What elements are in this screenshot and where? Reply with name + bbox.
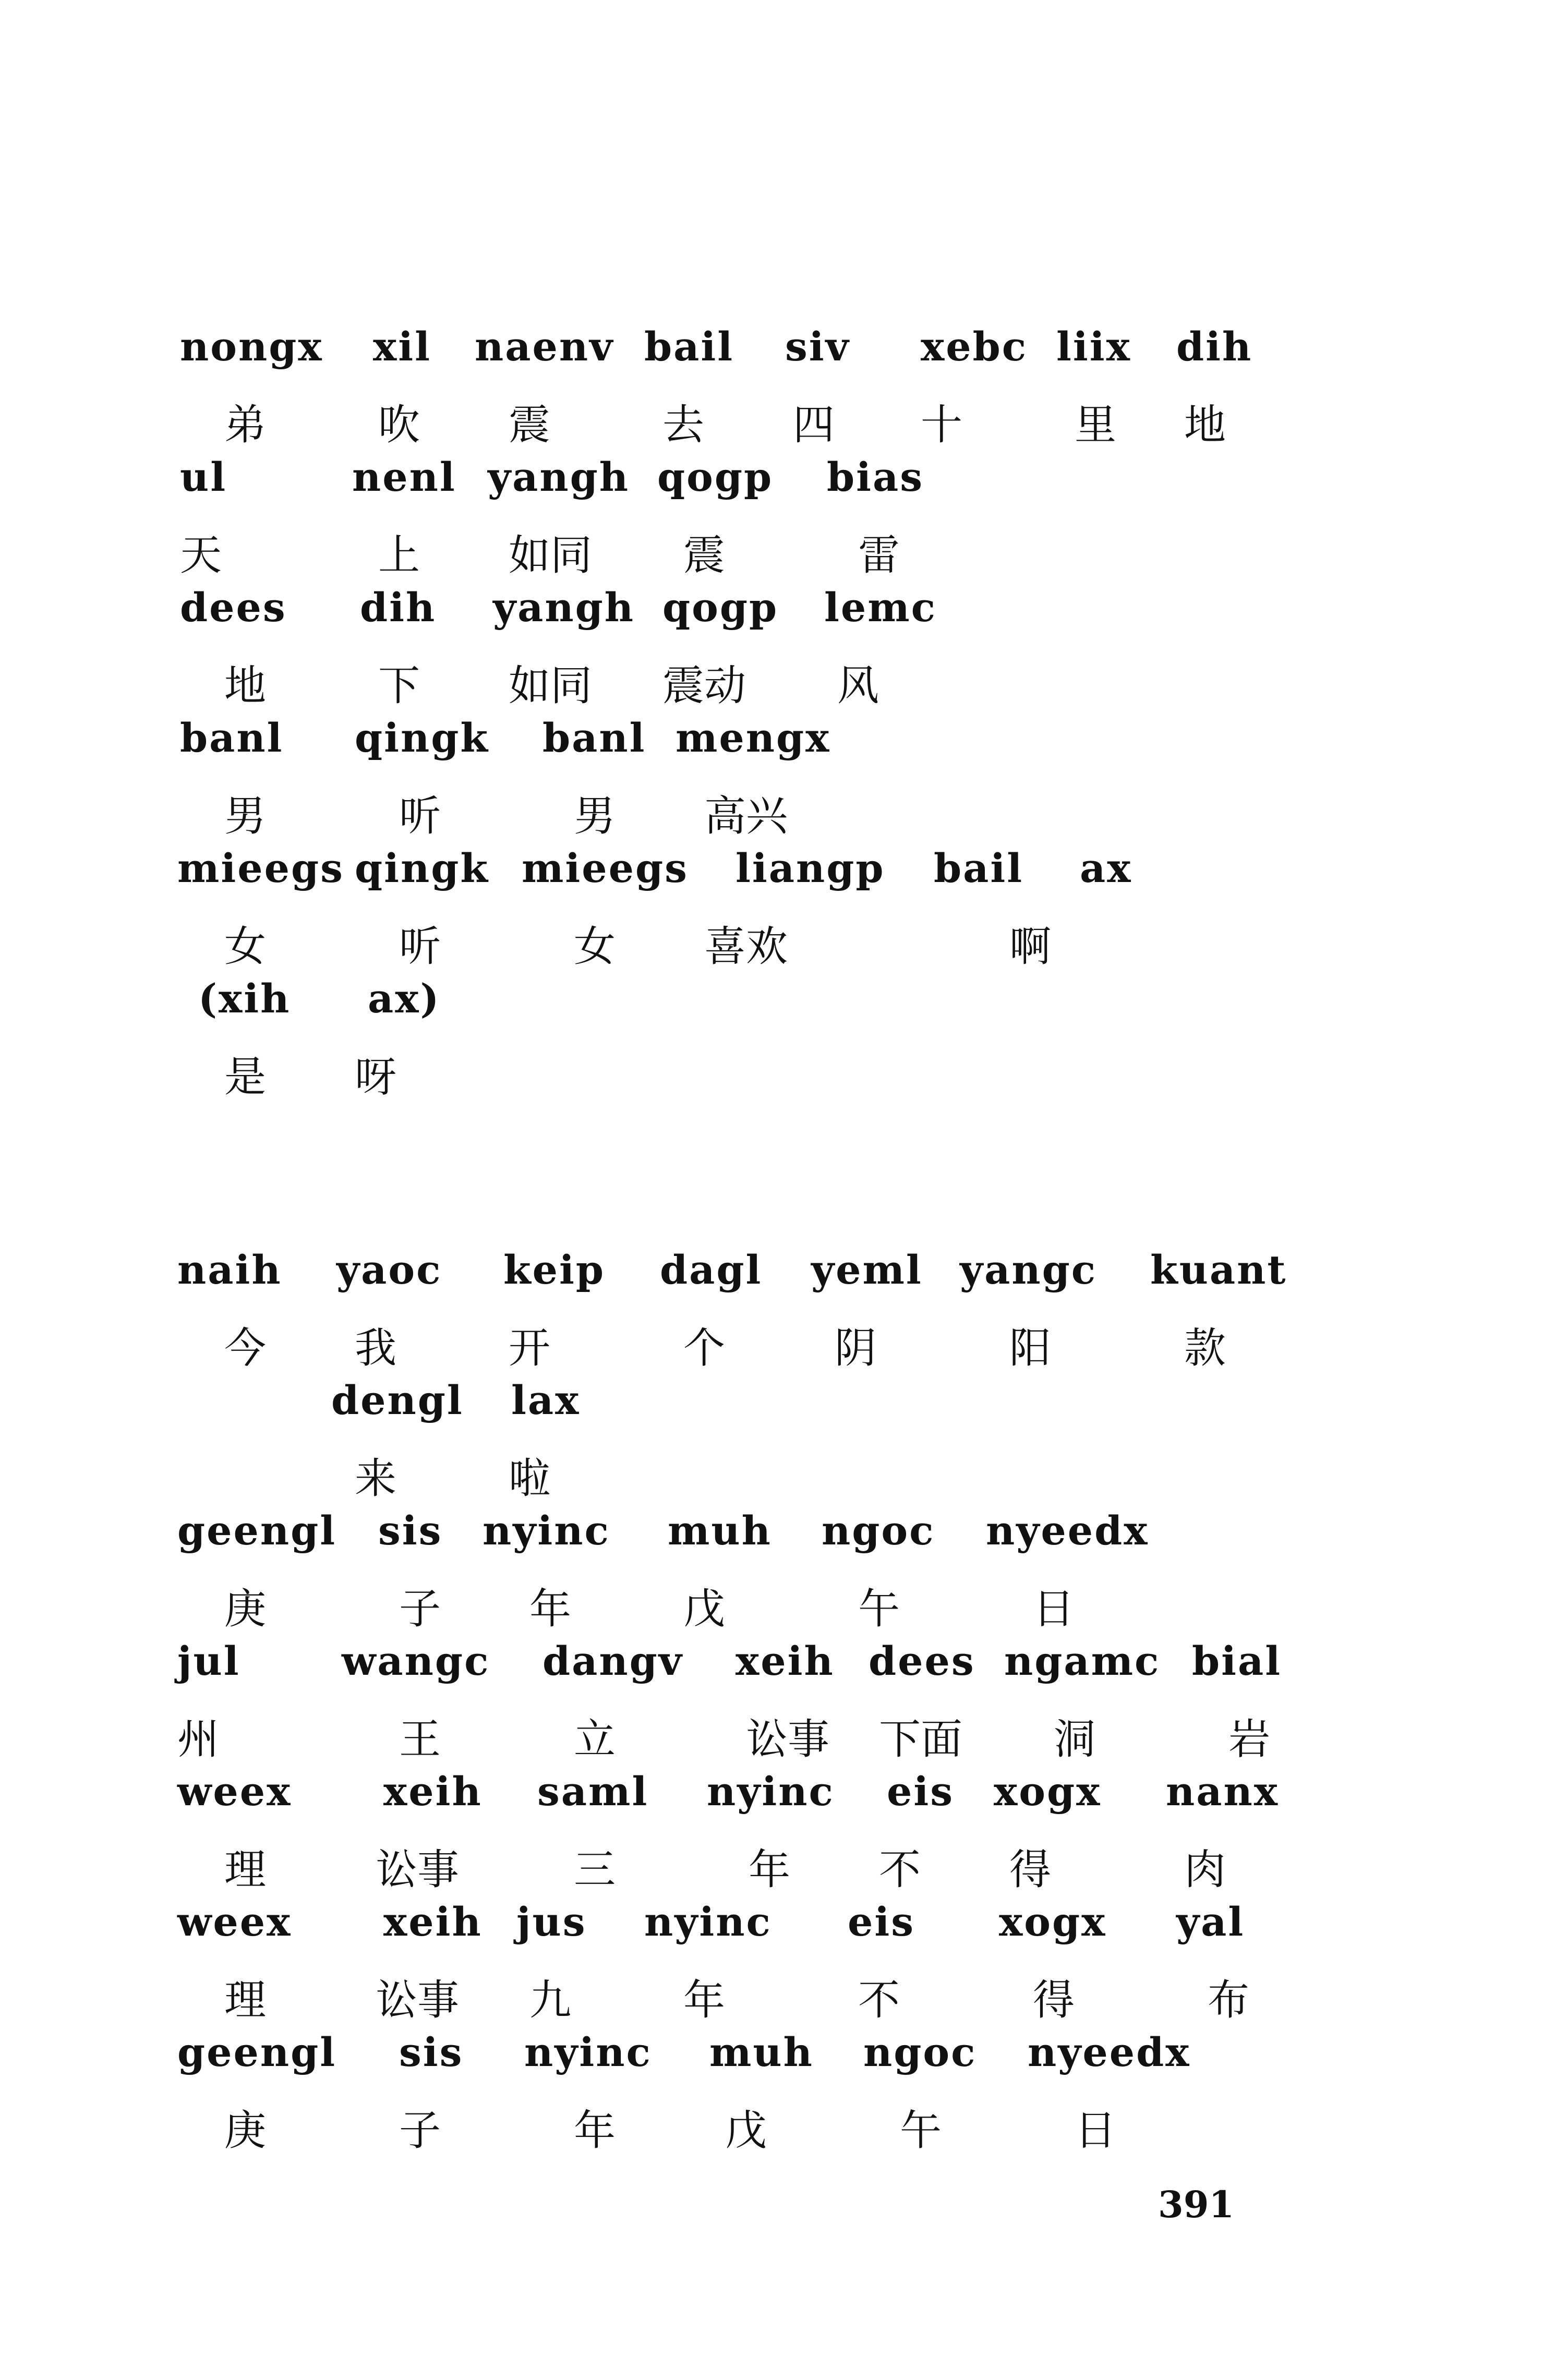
word: eis	[848, 1899, 915, 1945]
char: 女	[224, 922, 266, 971]
char: 吹	[378, 401, 420, 449]
char: 三	[574, 1845, 616, 1894]
char: 讼事	[376, 1845, 459, 1894]
word: qingk	[355, 715, 490, 761]
word: dagl	[660, 1247, 763, 1293]
word: ngoc	[822, 1507, 935, 1554]
word: nenl	[352, 454, 456, 500]
word: bail	[934, 845, 1024, 891]
verse-1-line-3-romanized	[0, 584, 1543, 662]
verse-1-line-2-romanized	[0, 454, 1543, 532]
char: 震	[509, 401, 550, 449]
char: 弟	[224, 401, 266, 449]
char: 如同	[509, 531, 592, 579]
char: 阴	[835, 1324, 876, 1372]
word: qogp	[662, 584, 779, 631]
char: 喜欢	[704, 922, 788, 971]
char: 王	[399, 1715, 441, 1763]
char: 十	[921, 401, 962, 449]
word: nyeedx	[986, 1507, 1149, 1554]
word: banl	[180, 715, 284, 761]
word: nyeedx	[1028, 2029, 1191, 2075]
word: ngoc	[863, 2029, 977, 2075]
char: 不	[879, 1845, 921, 1894]
word: nyinc	[644, 1899, 772, 1945]
page-number: 391	[1158, 2183, 1235, 2226]
word: ax	[1080, 845, 1132, 891]
char: 阳	[1009, 1324, 1051, 1372]
char: 下面	[879, 1715, 962, 1763]
word: dengl	[331, 1377, 464, 1423]
word: bial	[1192, 1638, 1282, 1684]
verse-1-line-4-romanized	[0, 715, 1543, 793]
verse-1-line-5-romanized	[0, 845, 1543, 923]
word: mieegs	[522, 845, 689, 891]
verse-1-line-1-romanized	[0, 323, 1543, 402]
word: liangp	[736, 845, 885, 891]
char: 子	[399, 1585, 441, 1633]
word: yal	[1176, 1899, 1245, 1945]
word: yeml	[811, 1247, 923, 1293]
char: 得	[1033, 1976, 1075, 2024]
char: 日	[1033, 1585, 1075, 1633]
char: 年	[574, 2106, 616, 2155]
verse-2-line-1-romanized	[0, 1247, 1543, 1325]
word: qogp	[657, 454, 774, 500]
verse-2-line-6-romanized	[0, 1899, 1543, 1977]
verse-2-line-3-romanized	[0, 1507, 1543, 1586]
word: xogx	[999, 1899, 1107, 1945]
char: 岩	[1228, 1715, 1270, 1763]
word: ngamc	[1004, 1638, 1161, 1684]
char: 啦	[509, 1454, 550, 1503]
word: mieegs	[177, 845, 344, 891]
word: nanx	[1166, 1768, 1280, 1815]
word: sis	[399, 2029, 464, 2075]
char: 男	[574, 792, 616, 840]
char: 我	[355, 1324, 396, 1372]
word: xil	[373, 323, 432, 370]
word: lax	[511, 1377, 581, 1423]
char: 日	[1075, 2106, 1116, 2155]
word: xeih	[383, 1768, 483, 1815]
char: 雷	[858, 531, 900, 579]
word: sis	[378, 1507, 443, 1554]
char: 里	[1075, 401, 1116, 449]
word: dih	[360, 584, 437, 631]
word: lemc	[824, 584, 937, 631]
word: nongx	[180, 323, 323, 370]
word: nyinc	[483, 1507, 610, 1554]
word: jus	[516, 1899, 587, 1945]
char: 震	[683, 531, 725, 579]
word: xebc	[921, 323, 1028, 370]
char: 来	[355, 1454, 396, 1503]
verse-2-line-4-romanized	[0, 1638, 1543, 1716]
verse-2-line-7-chinese	[0, 2097, 1543, 2175]
word: jul	[177, 1638, 240, 1684]
char: 州	[177, 1715, 219, 1763]
char: 上	[378, 531, 420, 579]
word: xeih	[736, 1638, 835, 1684]
word: dih	[1176, 323, 1253, 370]
word: xogx	[994, 1768, 1102, 1815]
char: 年	[683, 1976, 725, 2024]
word: xeih	[383, 1899, 483, 1945]
word: bias	[827, 454, 924, 500]
char: 布	[1208, 1976, 1249, 2024]
char: 讼事	[376, 1976, 459, 2024]
word: nyinc	[524, 2029, 652, 2075]
char: 不	[858, 1976, 900, 2024]
verse-1-line-6-romanized	[0, 975, 1543, 1054]
word: dees	[869, 1638, 975, 1684]
char: 午	[858, 1585, 900, 1633]
char: 是	[224, 1053, 266, 1101]
word: siv	[785, 323, 850, 370]
char: 去	[662, 401, 704, 449]
char: 年	[749, 1845, 790, 1894]
word: mengx	[676, 715, 831, 761]
word: bail	[644, 323, 734, 370]
char: 子	[399, 2106, 441, 2155]
char: 地	[224, 661, 266, 710]
word: ul	[180, 454, 227, 500]
char: 款	[1184, 1324, 1226, 1372]
verse-1-line-6-chinese	[0, 1043, 1543, 1121]
verse-2-line-7-romanized	[0, 2029, 1543, 2107]
word: saml	[537, 1768, 649, 1815]
char: 戊	[725, 2106, 767, 2155]
char: 九	[529, 1976, 571, 2024]
char: 理	[224, 1976, 266, 2024]
char: 肉	[1184, 1845, 1226, 1894]
char: 庚	[224, 1585, 266, 1633]
word: eis	[887, 1768, 955, 1815]
word: muh	[709, 2029, 814, 2075]
word: weex	[177, 1899, 292, 1945]
word: qingk	[355, 845, 490, 891]
word: kuant	[1150, 1247, 1287, 1293]
word: keip	[503, 1247, 606, 1293]
word: nyinc	[707, 1768, 835, 1815]
word: yaoc	[336, 1247, 442, 1293]
char: 如同	[509, 661, 592, 710]
word: dees	[180, 584, 287, 631]
char: 午	[900, 2106, 942, 2155]
word: liix	[1056, 323, 1131, 370]
char: 个	[683, 1324, 725, 1372]
char: 呀	[355, 1053, 396, 1101]
word: banl	[543, 715, 646, 761]
word: yangh	[493, 584, 635, 631]
char: 听	[399, 792, 441, 840]
word: ax)	[368, 975, 441, 1022]
word: yangh	[488, 454, 630, 500]
word: naenv	[475, 323, 614, 370]
char: 震动	[662, 661, 746, 710]
char: 戊	[683, 1585, 725, 1633]
char: 啊	[1009, 922, 1051, 971]
verse-2-line-5-romanized	[0, 1768, 1543, 1846]
word: muh	[668, 1507, 772, 1554]
char: 男	[224, 792, 266, 840]
char: 洞	[1054, 1715, 1095, 1763]
word: naih	[177, 1247, 282, 1293]
char: 女	[574, 922, 616, 971]
char: 四	[793, 401, 835, 449]
word: dangv	[543, 1638, 683, 1684]
char: 今	[224, 1324, 266, 1372]
word: geengl	[177, 2029, 337, 2075]
char: 听	[399, 922, 441, 971]
char: 讼事	[746, 1715, 829, 1763]
char: 下	[378, 661, 420, 710]
char: 地	[1184, 401, 1226, 449]
char: 得	[1009, 1845, 1051, 1894]
word: geengl	[177, 1507, 337, 1554]
char: 天	[180, 531, 222, 579]
char: 年	[529, 1585, 571, 1633]
word: wangc	[342, 1638, 490, 1684]
char: 高兴	[704, 792, 788, 840]
word: (xih	[198, 975, 291, 1022]
word: weex	[177, 1768, 292, 1815]
char: 庚	[224, 2106, 266, 2155]
char: 立	[574, 1715, 616, 1763]
char: 理	[224, 1845, 266, 1894]
verse-2-line-2-romanized	[0, 1377, 1543, 1455]
word: yangc	[960, 1247, 1098, 1293]
char: 开	[509, 1324, 550, 1372]
char: 风	[837, 661, 879, 710]
